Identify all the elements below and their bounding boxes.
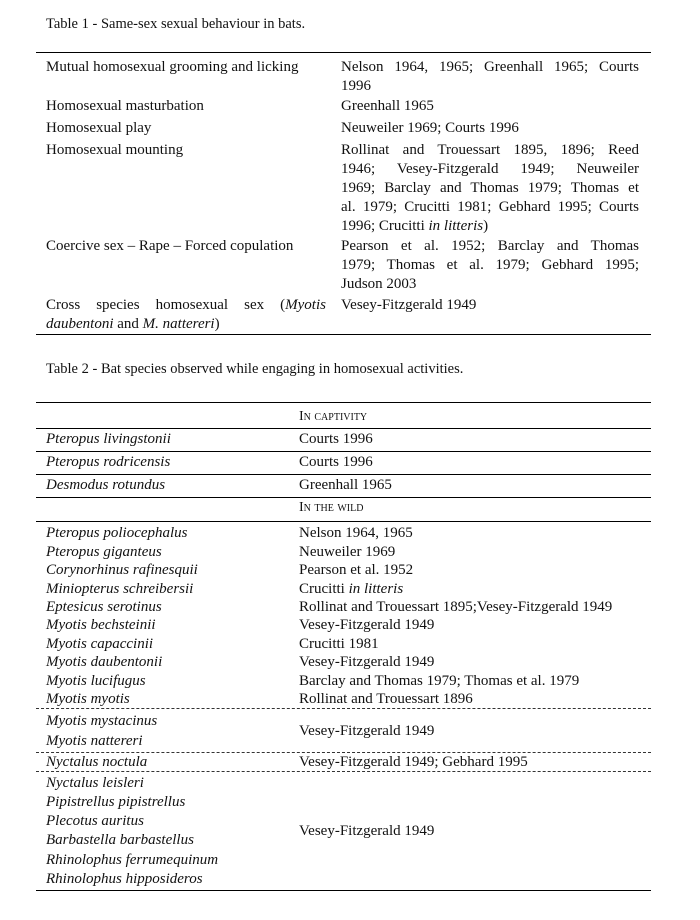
row-rule	[36, 451, 651, 452]
refs-cell: Vesey-Fitzgerald 1949	[299, 617, 435, 633]
refs-cell: Nelson 1964, 1965	[299, 525, 413, 541]
refs-cell: Courts 1996	[299, 431, 373, 447]
species-cell: Pipistrellus pipistrellus	[46, 794, 186, 810]
refs-cell: Neuweiler 1969; Courts 1996	[341, 120, 519, 136]
species-cell: Corynorhinus rafinesquii	[46, 562, 198, 578]
species-cell: Pteropus poliocephalus	[46, 525, 188, 541]
refs-cell: Rollinat and Trouessart 1895;Vesey-Fitzgerald 1949	[299, 599, 613, 615]
refs-cell: Vesey-Fitzgerald 1949; Gebhard 1995	[299, 754, 528, 770]
species-cell: Rhinolophus hipposideros	[46, 871, 203, 887]
species-cell: Myotis lucifugus	[46, 673, 146, 689]
refs-cell: Greenhall 1965	[299, 477, 392, 493]
species-cell: Eptesicus serotinus	[46, 599, 162, 615]
species-cell: Myotis mystacinus	[46, 713, 158, 729]
refs-cell: Crucitti in litteris	[299, 581, 404, 597]
refs-cell: Courts 1996	[299, 454, 373, 470]
refs-cell: Rollinat and Trouessart 1896	[299, 691, 473, 707]
refs-cell: Vesey-Fitzgerald 1949	[299, 723, 435, 739]
table1-bottom-rule	[36, 334, 651, 335]
species-cell: Desmodus rotundus	[46, 477, 166, 493]
behaviour-cell: Homosexual mounting	[46, 142, 184, 158]
row-rule	[36, 497, 651, 498]
refs-cell: Pearson et al. 1952	[299, 562, 414, 578]
species-cell: Pteropus livingstonii	[46, 431, 171, 447]
table2-top-rule	[36, 402, 651, 403]
species-cell: Myotis capaccinii	[46, 636, 154, 652]
dotted-divider	[36, 771, 651, 772]
row-rule	[36, 428, 651, 429]
section-header-wild: In the wild	[299, 500, 364, 515]
refs-cell: Greenhall 1965	[341, 98, 434, 114]
behaviour-cell: Mutual homosexual grooming and licking	[46, 59, 299, 75]
species-cell: Plecotus auritus	[46, 813, 144, 829]
species-cell: Myotis nattereri	[46, 733, 143, 749]
refs-cell: Vesey-Fitzgerald 1949	[299, 823, 435, 839]
species-cell: Nyctalus leisleri	[46, 775, 144, 791]
species-cell: Pteropus rodricensis	[46, 454, 171, 470]
table1-top-rule	[36, 52, 651, 53]
behaviour-cell: Coercive sex – Rape – Forced copulation	[46, 238, 294, 254]
species-cell: Miniopterus schreibersii	[46, 581, 194, 597]
table2-caption: Table 2 - Bat species observed while engaging in homosexual activities.	[46, 361, 464, 377]
refs-cell: Barclay and Thomas 1979; Thomas et al. 1979	[299, 673, 580, 689]
species-cell: Myotis daubentonii	[46, 654, 163, 670]
species-cell: Nyctalus noctula	[46, 754, 148, 770]
dotted-divider	[36, 708, 651, 709]
species-cell: Rhinolophus ferrumequinum	[46, 852, 219, 868]
species-cell: Myotis bechsteinii	[46, 617, 156, 633]
refs-cell: Vesey-Fitzgerald 1949	[299, 654, 435, 670]
refs-cell: Vesey-Fitzgerald 1949	[341, 297, 477, 313]
species-cell: Barbastella barbastellus	[46, 832, 194, 848]
species-cell: Pteropus giganteus	[46, 544, 162, 560]
refs-cell: Neuweiler 1969	[299, 544, 396, 560]
behaviour-cell: Homosexual masturbation	[46, 98, 204, 114]
section-header-captivity: In captivity	[299, 409, 368, 424]
table1-caption: Table 1 - Same-sex sexual behaviour in bats.	[46, 16, 306, 32]
refs-cell: Crucitti 1981	[299, 636, 379, 652]
table2-bottom-rule	[36, 890, 651, 891]
refs-cell: Pearson et al. 1952; Barclay and Thomas 1979; Thomas et al. 1979; Gebhard 1995; Judson 2003	[341, 238, 639, 292]
behaviour-cell: Homosexual play	[46, 120, 152, 136]
row-rule	[36, 474, 651, 475]
behaviour-cell: Cross species homosexual sex (Myotis daubentoni and M. nattereri)	[46, 297, 326, 332]
refs-cell: Rollinat and Trouessart 1895, 1896; Reed 1946; Vesey-Fitzgerald 1949; Neuweiler 1969; Barclay and Thomas 1979; Thomas et al. 1979; Crucitti 1981; Gebhard 1995; Courts 1996; Crucitti in litteris)	[341, 142, 639, 234]
species-cell: Myotis myotis	[46, 691, 130, 707]
row-rule	[36, 521, 651, 522]
refs-cell: Nelson 1964, 1965; Greenhall 1965; Courts 1996	[341, 59, 639, 94]
